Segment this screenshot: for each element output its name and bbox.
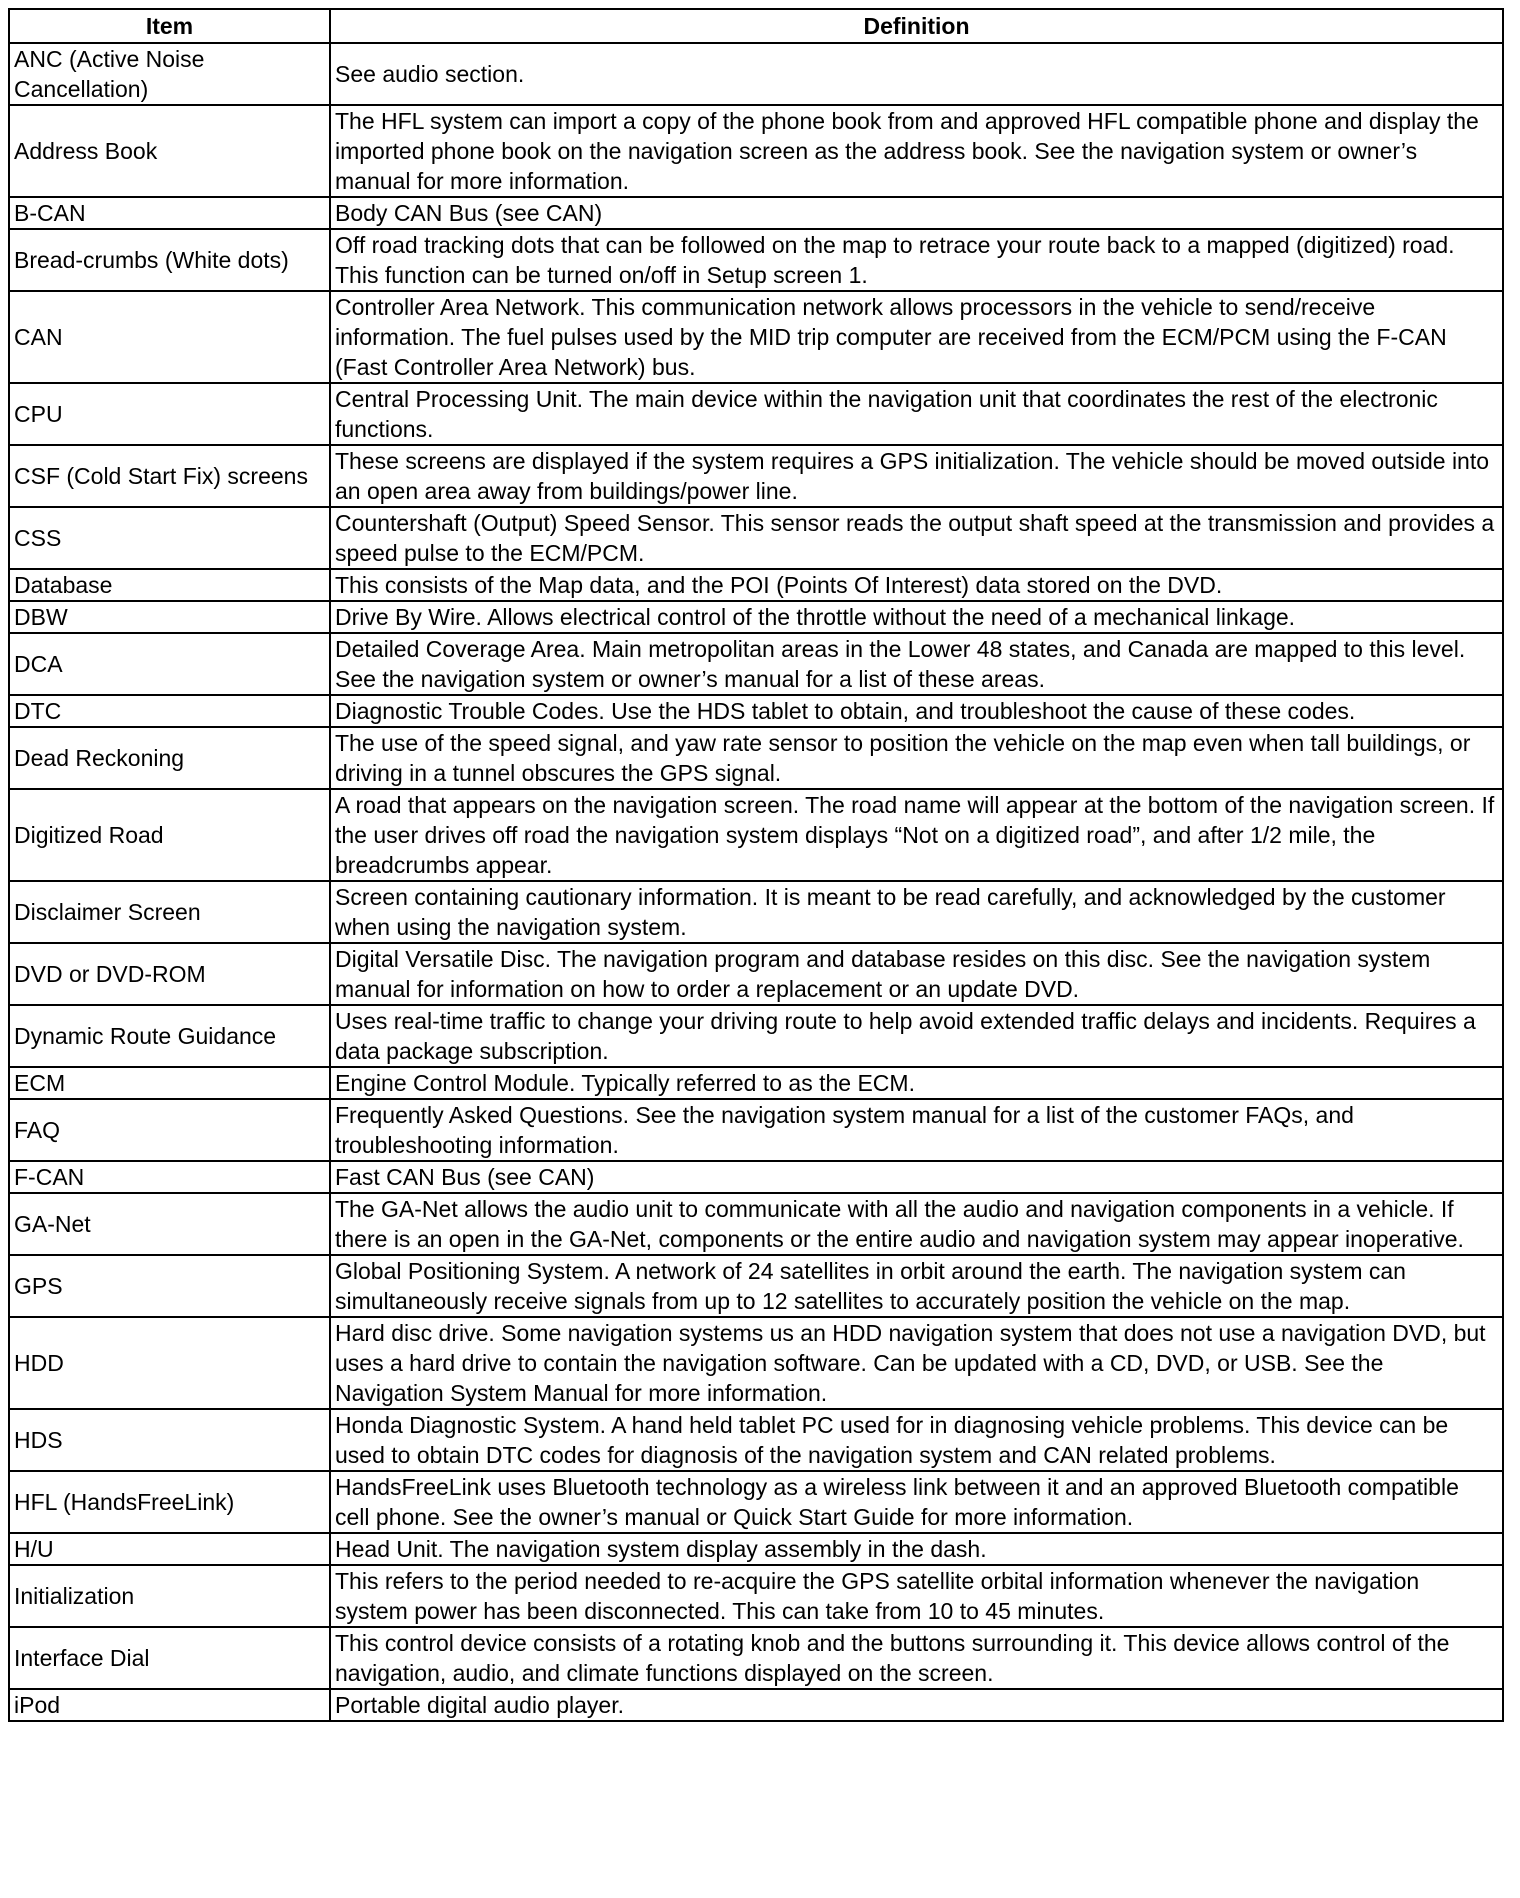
definition-cell: These screens are displayed if the system requires a GPS initialization. The vehicle should be moved outside into an open area away from buildings/power line. xyxy=(330,445,1503,507)
table-row xyxy=(9,105,1503,197)
definition-cell: Diagnostic Trouble Codes. Use the HDS tablet to obtain, and troubleshoot the cause of these codes. xyxy=(330,695,1503,727)
definition-cell: The HFL system can import a copy of the phone book from and approved HFL compatible phone and display the imported phone book on the navigation screen as the address book. See the navigation system or owner’s manual for more information. xyxy=(330,105,1503,197)
definition-cell: Uses real-time traffic to change your driving route to help avoid extended traffic delays and incidents. Requires a data package subscription. xyxy=(330,1005,1503,1067)
item-cell: DBW xyxy=(9,601,330,633)
table-row xyxy=(9,383,1503,445)
item-cell: Interface Dial xyxy=(9,1627,330,1689)
table-row xyxy=(9,291,1503,383)
definition-cell: Drive By Wire. Allows electrical control of the throttle without the need of a mechanical linkage. xyxy=(330,601,1503,633)
table-row xyxy=(9,695,1503,727)
definition-cell: Body CAN Bus (see CAN) xyxy=(330,197,1503,229)
item-cell: CSF (Cold Start Fix) screens xyxy=(9,445,330,507)
item-cell: GPS xyxy=(9,1255,330,1317)
definition-cell: Frequently Asked Questions. See the navigation system manual for a list of the customer FAQs, and troubleshooting information. xyxy=(330,1099,1503,1161)
item-cell: GA-Net xyxy=(9,1193,330,1255)
definition-cell: Engine Control Module. Typically referred to as the ECM. xyxy=(330,1067,1503,1099)
definition-cell: Portable digital audio player. xyxy=(330,1689,1503,1721)
definition-cell: Detailed Coverage Area. Main metropolitan areas in the Lower 48 states, and Canada are mapped to this level. See the navigation system or owner’s manual for a list of these areas. xyxy=(330,633,1503,695)
table-row xyxy=(9,1565,1503,1627)
item-cell: B-CAN xyxy=(9,197,330,229)
table-row xyxy=(9,1161,1503,1193)
glossary-table xyxy=(8,8,1504,1722)
item-cell: CSS xyxy=(9,507,330,569)
table-row xyxy=(9,1627,1503,1689)
definition-cell: This control device consists of a rotating knob and the buttons surrounding it. This device allows control of the navigation, audio, and climate functions displayed on the screen. xyxy=(330,1627,1503,1689)
definition-cell: Honda Diagnostic System. A hand held tablet PC used for in diagnosing vehicle problems. This device can be used to obtain DTC codes for diagnosis of the navigation system and CAN related problems. xyxy=(330,1409,1503,1471)
item-cell: F-CAN xyxy=(9,1161,330,1193)
glossary-body xyxy=(9,43,1503,1721)
definition-cell: Screen containing cautionary information. It is meant to be read carefully, and acknowledged by the customer when using the navigation system. xyxy=(330,881,1503,943)
item-cell: HDS xyxy=(9,1409,330,1471)
item-cell: iPod xyxy=(9,1689,330,1721)
definition-cell: Digital Versatile Disc. The navigation program and database resides on this disc. See the navigation system manual for information on how to order a replacement or an update DVD. xyxy=(330,943,1503,1005)
item-column-header: Item xyxy=(9,9,330,43)
table-row xyxy=(9,633,1503,695)
table-row xyxy=(9,1067,1503,1099)
item-cell: DVD or DVD-ROM xyxy=(9,943,330,1005)
item-cell: DTC xyxy=(9,695,330,727)
definition-cell: A road that appears on the navigation screen. The road name will appear at the bottom of the navigation screen. If the user drives off road the navigation system displays “Not on a digitized road”, and after 1/2 mile, the breadcrumbs appear. xyxy=(330,789,1503,881)
table-row xyxy=(9,881,1503,943)
table-row xyxy=(9,1005,1503,1067)
table-row xyxy=(9,229,1503,291)
definition-cell: See audio section. xyxy=(330,43,1503,105)
table-row xyxy=(9,197,1503,229)
table-row xyxy=(9,43,1503,105)
table-row xyxy=(9,789,1503,881)
item-cell: HDD xyxy=(9,1317,330,1409)
item-cell: FAQ xyxy=(9,1099,330,1161)
definition-column-header: Definition xyxy=(330,9,1503,43)
item-cell: Initialization xyxy=(9,1565,330,1627)
item-cell: CPU xyxy=(9,383,330,445)
item-cell: DCA xyxy=(9,633,330,695)
item-cell: Database xyxy=(9,569,330,601)
table-row xyxy=(9,1471,1503,1533)
definition-cell: Global Positioning System. A network of 24 satellites in orbit around the earth. The navigation system can simultaneously receive signals from up to 12 satellites to accurately position the vehicle on the map. xyxy=(330,1255,1503,1317)
table-row xyxy=(9,601,1503,633)
table-row xyxy=(9,1255,1503,1317)
item-cell: H/U xyxy=(9,1533,330,1565)
item-cell: Address Book xyxy=(9,105,330,197)
item-cell: Dead Reckoning xyxy=(9,727,330,789)
definition-cell: Fast CAN Bus (see CAN) xyxy=(330,1161,1503,1193)
table-row xyxy=(9,1317,1503,1409)
definition-cell: Central Processing Unit. The main device within the navigation unit that coordinates the rest of the electronic functions. xyxy=(330,383,1503,445)
item-cell: HFL (HandsFreeLink) xyxy=(9,1471,330,1533)
definition-cell: This consists of the Map data, and the POI (Points Of Interest) data stored on the DVD. xyxy=(330,569,1503,601)
table-row xyxy=(9,727,1503,789)
definition-cell: Hard disc drive. Some navigation systems us an HDD navigation system that does not use a navigation DVD, but uses a hard drive to contain the navigation software. Can be updated with a CD, DVD, or USB. See the Navigation System Manual for more information. xyxy=(330,1317,1503,1409)
table-row xyxy=(9,445,1503,507)
definition-cell: Off road tracking dots that can be followed on the map to retrace your route back to a mapped (digitized) road. This function can be turned on/off in Setup screen 1. xyxy=(330,229,1503,291)
item-cell: ANC (Active Noise Cancellation) xyxy=(9,43,330,105)
table-row xyxy=(9,1409,1503,1471)
item-cell: Dynamic Route Guidance xyxy=(9,1005,330,1067)
item-cell: ECM xyxy=(9,1067,330,1099)
item-cell: Bread-crumbs (White dots) xyxy=(9,229,330,291)
definition-cell: Countershaft (Output) Speed Sensor. This sensor reads the output shaft speed at the transmission and provides a speed pulse to the ECM/PCM. xyxy=(330,507,1503,569)
table-row xyxy=(9,1099,1503,1161)
item-cell: Disclaimer Screen xyxy=(9,881,330,943)
item-cell: CAN xyxy=(9,291,330,383)
item-cell: Digitized Road xyxy=(9,789,330,881)
definition-cell: The GA-Net allows the audio unit to communicate with all the audio and navigation components in a vehicle. If there is an open in the GA-Net, components or the entire audio and navigation system may appear inoperative. xyxy=(330,1193,1503,1255)
definition-cell: Controller Area Network. This communication network allows processors in the vehicle to send/receive information. The fuel pulses used by the MID trip computer are received from the ECM/PCM using the F-CAN (Fast Controller Area Network) bus. xyxy=(330,291,1503,383)
table-row xyxy=(9,1193,1503,1255)
table-row xyxy=(9,507,1503,569)
table-row xyxy=(9,1689,1503,1721)
table-row xyxy=(9,569,1503,601)
definition-cell: Head Unit. The navigation system display assembly in the dash. xyxy=(330,1533,1503,1565)
definition-cell: The use of the speed signal, and yaw rate sensor to position the vehicle on the map even when tall buildings, or driving in a tunnel obscures the GPS signal. xyxy=(330,727,1503,789)
header-row xyxy=(9,9,1503,43)
table-row xyxy=(9,1533,1503,1565)
definition-cell: HandsFreeLink uses Bluetooth technology as a wireless link between it and an approved Bluetooth compatible cell phone. See the owner’s manual or Quick Start Guide for more information. xyxy=(330,1471,1503,1533)
definition-cell: This refers to the period needed to re-acquire the GPS satellite orbital information whenever the navigation system power has been disconnected. This can take from 10 to 45 minutes. xyxy=(330,1565,1503,1627)
table-row xyxy=(9,943,1503,1005)
